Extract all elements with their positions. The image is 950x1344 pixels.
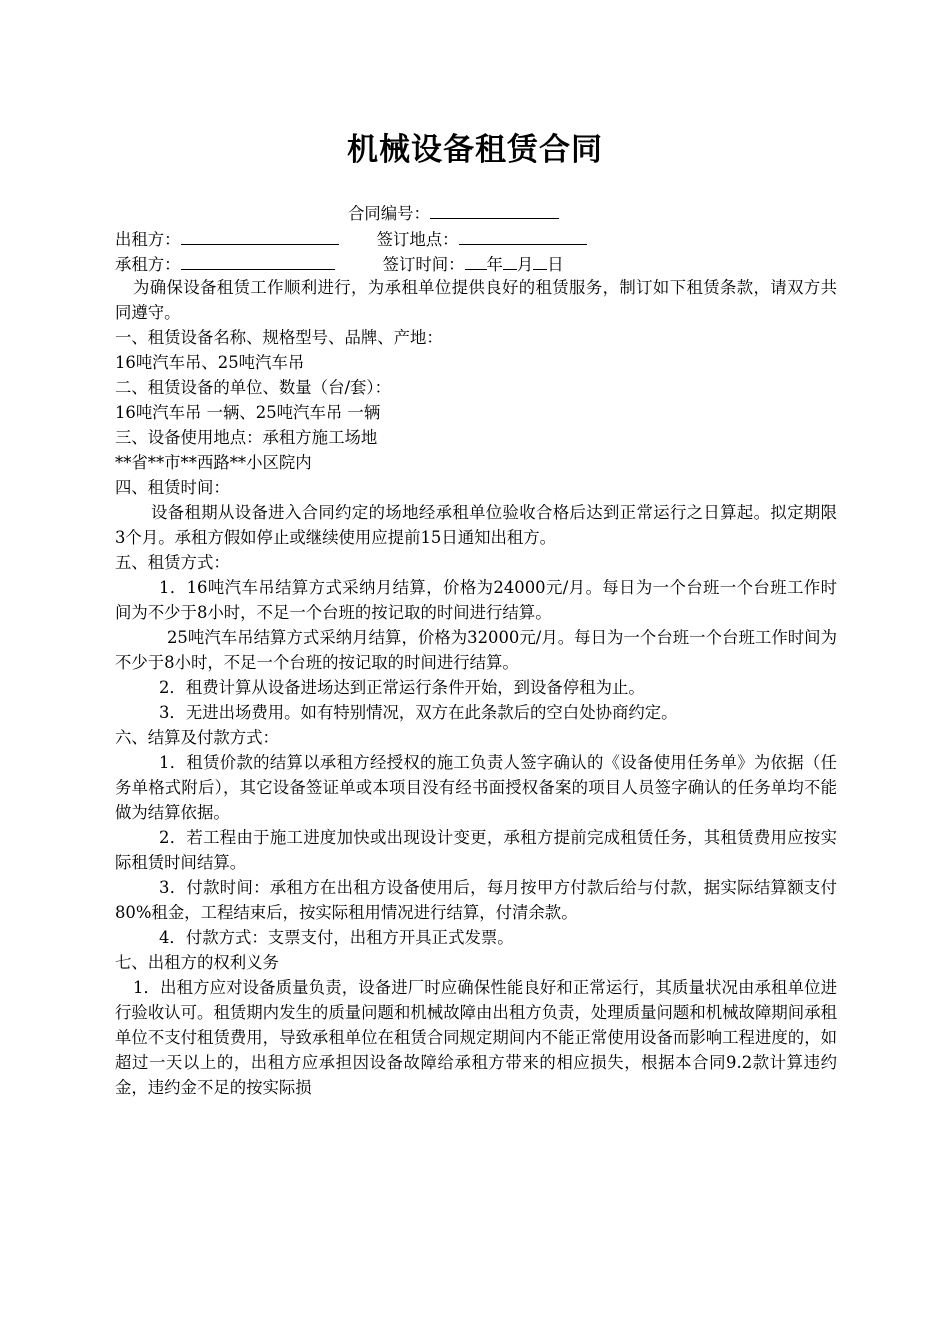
- contract-number-label: 合同编号：: [348, 204, 430, 223]
- contract-number-row: [348, 199, 648, 226]
- day-blank: [533, 250, 547, 270]
- section-6-item-1: 1．租赁价款的结算以承租方经授权的施工负责人签字确认的《设备使用任务单》为依据（任务单格式附后），其它设备签证单或本项目没有经书面授权备案的项目人员签字确认的任务单均不能做为结算依据。: [115, 753, 837, 822]
- section-5-heading: 五、租赁方式：: [115, 553, 230, 572]
- month-blank: [503, 250, 517, 270]
- lessor-label: 出租方：: [115, 230, 181, 249]
- section-6-item-4: 4．付款方式：支票支付，出租方开具正式发票。: [159, 928, 514, 947]
- sign-place-label: 签订地点：: [376, 230, 459, 249]
- sign-time-label: 签订时间：: [382, 255, 465, 274]
- section-2-text: 16吨汽车吊 一辆、25吨汽车吊 一辆: [115, 403, 381, 422]
- day-label: 日: [547, 255, 564, 274]
- page-title: 机械设备租赁合同: [347, 132, 603, 168]
- year-blank: [465, 250, 487, 270]
- sign-place-blank: [459, 225, 587, 245]
- section-4-heading: 四、租赁时间：: [115, 478, 230, 497]
- section-3-heading: 三、设备使用地点：承租方施工场地: [115, 428, 378, 447]
- section-6-item-2: 2．若工程由于施工进度加快或出现设计变更，承租方提前完成租赁任务，其租赁费用应按实际租赁时间结算。: [115, 828, 837, 872]
- section-7-heading: 七、出租方的权利义务: [115, 953, 279, 972]
- preamble: 为确保设备租赁工作顺利进行，为承租单位提供良好的租赁服务，制订如下租赁条款，请双方共同遵守。: [115, 278, 837, 322]
- section-5-item-1b: 25吨汽车吊结算方式采纳月结算，价格为32000元/月。每日为一个台班一个台班工作时间为不少于8小时，不足一个台班的按记取的时间进行结算。: [115, 628, 837, 672]
- contract-number-blank: [430, 199, 559, 219]
- year-label: 年: [486, 255, 503, 274]
- lessor-blank: [181, 225, 339, 245]
- lessor-row: [115, 225, 840, 252]
- section-6-item-3: 3．付款时间：承租方在出租方设备使用后，每月按甲方付款后给与付款，据实际结算额支付80%租金，工程结束后，按实际租用情况进行结算，付清余款。: [115, 878, 837, 922]
- month-label: 月: [516, 255, 534, 274]
- lessee-blank: [181, 250, 335, 270]
- section-4-text: 设备租期从设备进入合同约定的场地经承租单位验收合格后达到正常运行之日算起。拟定期限 3个月。承租方假如停止或继续使用应提前15日通知出租方。: [115, 503, 837, 547]
- section-5-item-2: 2．租费计算从设备进场达到正常运行条件开始，到设备停租为止。: [159, 678, 645, 697]
- section-7-item-1: 1．出租方应对设备质量负责，设备进厂时应确保性能良好和正常运行，其质量状况由承租单位进行验收认可。租赁期内发生的质量问题和机械故障由出租方负责，处理质量问题和机械故障期间承租单位不支付租赁费用，导致承租单位在租赁合同规定期间内不能正常使用设备而影响工程进度的，如超过一天以上的，出租方应承担因设备故障给承租方带来的相应损失，根据本合同9.2款计算违约金，违约金不足的按实际损: [115, 978, 837, 1097]
- section-1-heading: 一、租赁设备名称、规格型号、品牌、产地：: [115, 328, 443, 347]
- section-1-text: 16吨汽车吊、25吨汽车吊: [115, 353, 305, 372]
- lessee-label: 承租方：: [115, 255, 181, 274]
- lessee-row: [115, 250, 840, 277]
- section-5-item-3: 3．无进出场费用。如有特别情况，双方在此条款后的空白处协商约定。: [159, 703, 678, 722]
- section-2-heading: 二、租赁设备的单位、数量（台/套）：: [115, 378, 391, 397]
- section-5-item-1: 1．16吨汽车吊结算方式采纳月结算，价格为24000元/月。每日为一个台班一个台班工作时间为不少于8小时，不足一个台班的按记取的时间进行结算。: [115, 578, 837, 622]
- section-6-heading: 六、结算及付款方式：: [115, 728, 279, 747]
- section-3-text: **省**市**西路**小区院内: [115, 453, 312, 472]
